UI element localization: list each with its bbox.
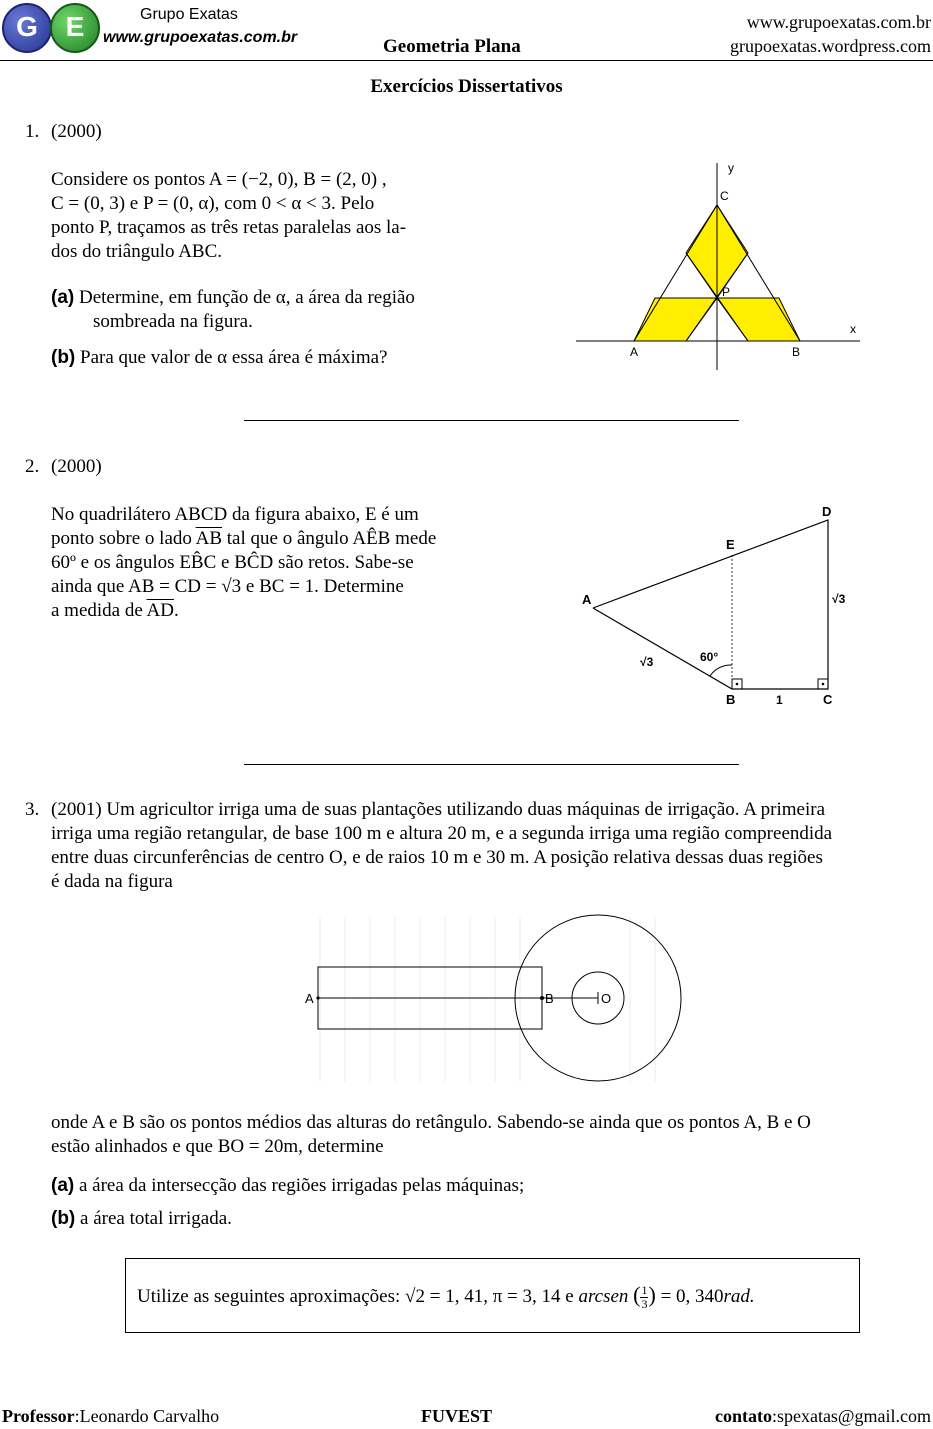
- q2-line-2-pre: ponto sobre o lado: [51, 528, 196, 549]
- footer-professor: [2, 1406, 219, 1427]
- q3-label-a: A: [305, 991, 314, 1006]
- q1-text: [51, 168, 483, 264]
- q1-a-label: (a): [51, 287, 75, 308]
- q1-line-2: C = (0, 3) e P = (0, α), com 0 < α < 3. Pelo: [51, 193, 375, 214]
- q3-after-line-2: estão alinhados e que BO = 20m, determine: [51, 1136, 384, 1157]
- q1-b-text: Para que valor de α essa área é máxima?: [80, 347, 388, 368]
- q2-label-e: E: [726, 537, 735, 552]
- q3-item-a: [51, 1174, 524, 1198]
- q3-point-b: [540, 996, 544, 1000]
- q1-item-a: [51, 286, 491, 334]
- logo: [2, 3, 102, 55]
- q1-line-4: dos do triângulo ABC.: [51, 241, 223, 262]
- approximations-box: [125, 1258, 860, 1333]
- approx-paren-open: (: [633, 1282, 641, 1307]
- q1-label-b: B: [792, 345, 801, 359]
- approx-prefix: Utilize as seguintes aproximações:: [137, 1286, 401, 1307]
- q2-line-5-post: .: [173, 600, 179, 621]
- q2-separator: [244, 764, 739, 765]
- q3-line-2: irriga uma região retangular, de base 100 m e altura 20 m, e a segunda irriga uma região compreendida: [51, 823, 833, 844]
- q3-figure: [300, 912, 690, 1087]
- q1-shade-left: [634, 298, 717, 341]
- q3-b-label: (b): [51, 1208, 76, 1229]
- footer-exam: FUVEST: [421, 1406, 493, 1426]
- q2-line-5: [51, 599, 483, 623]
- footer-professor-label: Professor: [2, 1406, 75, 1426]
- header-site-2[interactable]: grupoexatas.wordpress.com: [730, 36, 931, 56]
- q3-a-label: (a): [51, 1175, 75, 1196]
- approx-paren-close: ): [648, 1282, 656, 1307]
- approx-sqrt2: √2 = 1, 41,: [405, 1286, 488, 1307]
- q1-shade-right: [717, 298, 800, 341]
- q2-line-3: 60º e os ângulos EB̂C e BĈD são retos. Sabe-se: [51, 552, 414, 573]
- q2-label-d: D: [822, 504, 832, 519]
- q2-label-bc-length: 1: [776, 693, 783, 707]
- header-rule: [0, 60, 933, 61]
- q1-b-label: (b): [51, 347, 76, 368]
- q3-item-b: [51, 1207, 232, 1231]
- q3-label-b: B: [545, 991, 554, 1006]
- approximations-text: [137, 1283, 755, 1311]
- q1-label-x: x: [850, 322, 856, 336]
- approx-frac-num: 1: [641, 1283, 648, 1298]
- q2-text: [51, 503, 483, 623]
- q1-figure: [570, 158, 870, 373]
- q3-a-text: a área da intersecção das regiões irrigadas pelas máquinas;: [78, 1175, 525, 1196]
- approx-arcsen: arcsen: [578, 1286, 629, 1307]
- approx-unit: rad.: [723, 1286, 755, 1307]
- approx-pi: π = 3, 14: [492, 1286, 561, 1307]
- q2-label-cd-length: √3: [832, 592, 846, 606]
- brand-name: Grupo Exatas: [140, 6, 238, 23]
- q2-label-a: A: [582, 592, 592, 607]
- brand-url[interactable]: www.grupoexatas.com.br: [103, 29, 298, 46]
- q2-angle-arc: [710, 665, 732, 676]
- q2-segment-ad: $\overline{AD}$: [146, 600, 174, 621]
- q1-label-a: A: [630, 345, 639, 359]
- q1-number: 1.: [25, 121, 40, 142]
- header-site-1[interactable]: www.grupoexatas.com.br: [746, 12, 931, 32]
- q1-line-3: ponto P, traçamos as três retas paralelas aos la-: [51, 217, 407, 238]
- q3-line-4: é dada na figura: [51, 871, 173, 892]
- q1-label-c: C: [720, 189, 729, 203]
- q3-after-text: [51, 1111, 931, 1159]
- q2-segment-ab: $\overline{AB}$: [195, 528, 223, 549]
- header-title: Geometria Plana: [383, 36, 521, 57]
- logo-circle-e: [50, 3, 100, 53]
- approx-arcsen-value: = 0, 340: [660, 1286, 724, 1307]
- q1-label-p: P: [722, 285, 731, 299]
- logo-circle-g: [2, 3, 52, 53]
- logo-letter-e: E: [65, 11, 85, 42]
- q3-number: 3.: [25, 799, 40, 820]
- q2-line-2-post: tal que o ângulo AÊB mede: [222, 528, 437, 549]
- q1-a-line-1: Determine, em função de α, a área da região: [78, 287, 415, 308]
- q2-year: (2000): [51, 456, 102, 477]
- q2-label-c: C: [823, 692, 833, 707]
- q2-right-angle-c-dot: [822, 683, 825, 686]
- q1-a-line-2: sombreada na figura.: [93, 311, 253, 332]
- footer-contact: [715, 1406, 931, 1427]
- section-title: Exercícios Dissertativos: [370, 76, 563, 97]
- q1-label-y: y: [728, 161, 734, 175]
- q2-line-2: [51, 527, 483, 551]
- q3-label-o: O: [601, 991, 612, 1006]
- q2-right-angle-b-dot: [736, 683, 739, 686]
- q1-item-b: [51, 346, 491, 370]
- q2-number: 2.: [25, 456, 40, 477]
- logo-letter-g: G: [16, 11, 38, 42]
- approx-and: e: [565, 1286, 574, 1307]
- q2-line-1: No quadrilátero ABCD da figura abaixo, E é um: [51, 504, 419, 525]
- q2-label-angle: 60°: [700, 650, 719, 664]
- footer-contact-email[interactable]: :spexatas@gmail.com: [771, 1406, 931, 1426]
- q2-line-5-pre: a medida de: [51, 600, 147, 621]
- q1-separator: [244, 420, 739, 421]
- q1-year: (2000): [51, 121, 102, 142]
- q3-line-1: (2001) Um agricultor irriga uma de suas plantações utilizando duas máquinas de irrigação. A primeira: [51, 799, 826, 820]
- q3-after-line-1: onde A e B são os pontos médios das alturas do retângulo. Sabendo-se ainda que os pontos A, B e O: [51, 1112, 811, 1133]
- q1-line-1: Considere os pontos A = (−2, 0), B = (2, 0) ,: [51, 169, 387, 190]
- q2-label-b: B: [726, 692, 736, 707]
- q3-line-3: entre duas circunferências de centro O, e de raios 10 m e 30 m. A posição relativa dessas duas regiões: [51, 847, 823, 868]
- q2-line-4: ainda que AB = CD = √3 e BC = 1. Determine: [51, 576, 404, 597]
- q2-figure: [570, 500, 870, 715]
- footer-professor-name: :Leonardo Carvalho: [74, 1406, 220, 1426]
- q3-b-text: a área total irrigada.: [80, 1208, 232, 1229]
- q3-point-a: [316, 996, 319, 999]
- q3-text: [51, 798, 931, 894]
- q2-label-ab-length: √3: [640, 655, 654, 669]
- approx-frac-den: 3: [641, 1297, 648, 1312]
- footer-contact-label: contato: [714, 1406, 772, 1426]
